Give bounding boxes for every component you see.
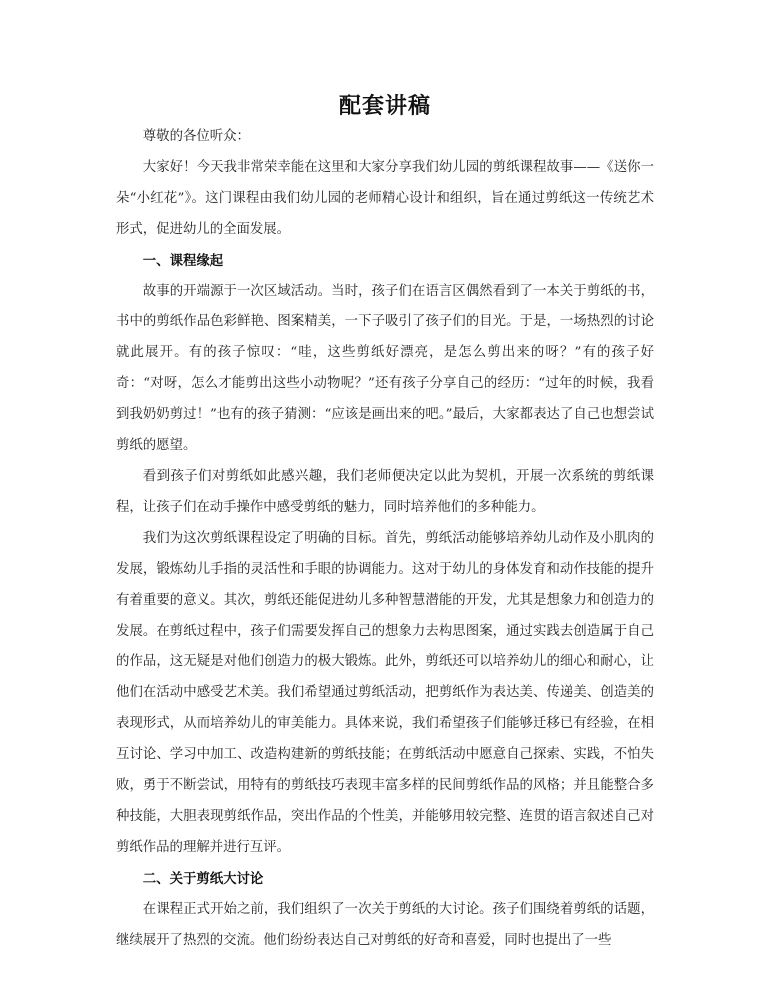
section-heading-papercut-discussion: 二、关于剪纸大讨论 xyxy=(142,870,264,887)
section1-paragraph: 我们为这次剪纸课程设定了明确的目标。首先，剪纸活动能够培养幼儿动作及小肌肉的发展，锻炼幼儿手指的灵活性和手眼的协调能力。这对于幼儿的身体发育和动作技能的提升有着重要的意义。其次，剪纸还能促进幼儿多种智慧潜能的开发，尤其是想象力和创造力的发展。在剪纸过程中，孩子们需要发挥自己的想象力去构思图案，通过实践去创造属于自己的作品，这无疑是对他们创造力的极大锻炼。此外，剪纸还可以培养幼儿的细心和耐心，让他们在活动中感受艺术美。我们希望通过剪纸活动，把剪纸作为表达美、传递美、创造美的表现形式，从而培养幼儿的审美能力。具体来说，我们希望孩子们能够迁移已有经验，在相互讨论、学习中加工、改造构建新的剪纸技能；在剪纸活动中愿意自己探索、实践，不怕失败，勇于不断尝试，用特有的剪纸技巧表现丰富多样的民间剪纸作品的风格；并且能整合多种技能，大胆表现剪纸作品，突出作品的个性美，并能够用较完整、连贯的语言叙述自己对剪纸作品的理解并进行互评。 xyxy=(116,530,654,855)
document-title: 配套讲稿 xyxy=(338,93,431,119)
section-heading-course-origin: 一、课程缘起 xyxy=(142,252,224,269)
section1-paragraph: 看到孩子们对剪纸如此感兴趣，我们老师便决定以此为契机，开展一次系统的剪纸课程，让孩子们在动手操作中感受剪纸的魅力，同时培养他们的多种能力。 xyxy=(116,468,654,515)
section2-paragraph: 在课程正式开始之前，我们组织了一次关于剪纸的大讨论。孩子们围绕着剪纸的话题，继续展开了热烈的交流。他们纷纷表达自己对剪纸的好奇和喜爱，同时也提出了一些 xyxy=(116,901,654,948)
document-body xyxy=(116,122,654,956)
section1-paragraph: 故事的开端源于一次区域活动。当时，孩子们在语言区偶然看到了一本关于剪纸的书，书中的剪纸作品色彩鲜艳、图案精美，一下子吸引了孩子们的目光。于是，一场热烈的讨论就此展开。有的孩子惊叹：“哇，这些剪纸好漂亮，是怎么剪出来的呀？”有的孩子好奇：“对呀，怎么才能剪出这些小动物呢？”还有孩子分享自己的经历：“过年的时候，我看到我奶奶剪过！”也有的孩子猜测：“应该是画出来的吧。”最后，大家都表达了自己也想尝试剪纸的愿望。 xyxy=(116,283,654,454)
greeting-paragraph: 尊敬的各位听众： xyxy=(142,129,250,144)
intro-paragraph: 大家好！今天我非常荣幸能在这里和大家分享我们幼儿园的剪纸课程故事——《送你一朵“小红花”》。这门课程由我们幼儿园的老师精心设计和组织，旨在通过剪纸这一传统艺术形式，促进幼儿的全面发展。 xyxy=(116,159,654,237)
